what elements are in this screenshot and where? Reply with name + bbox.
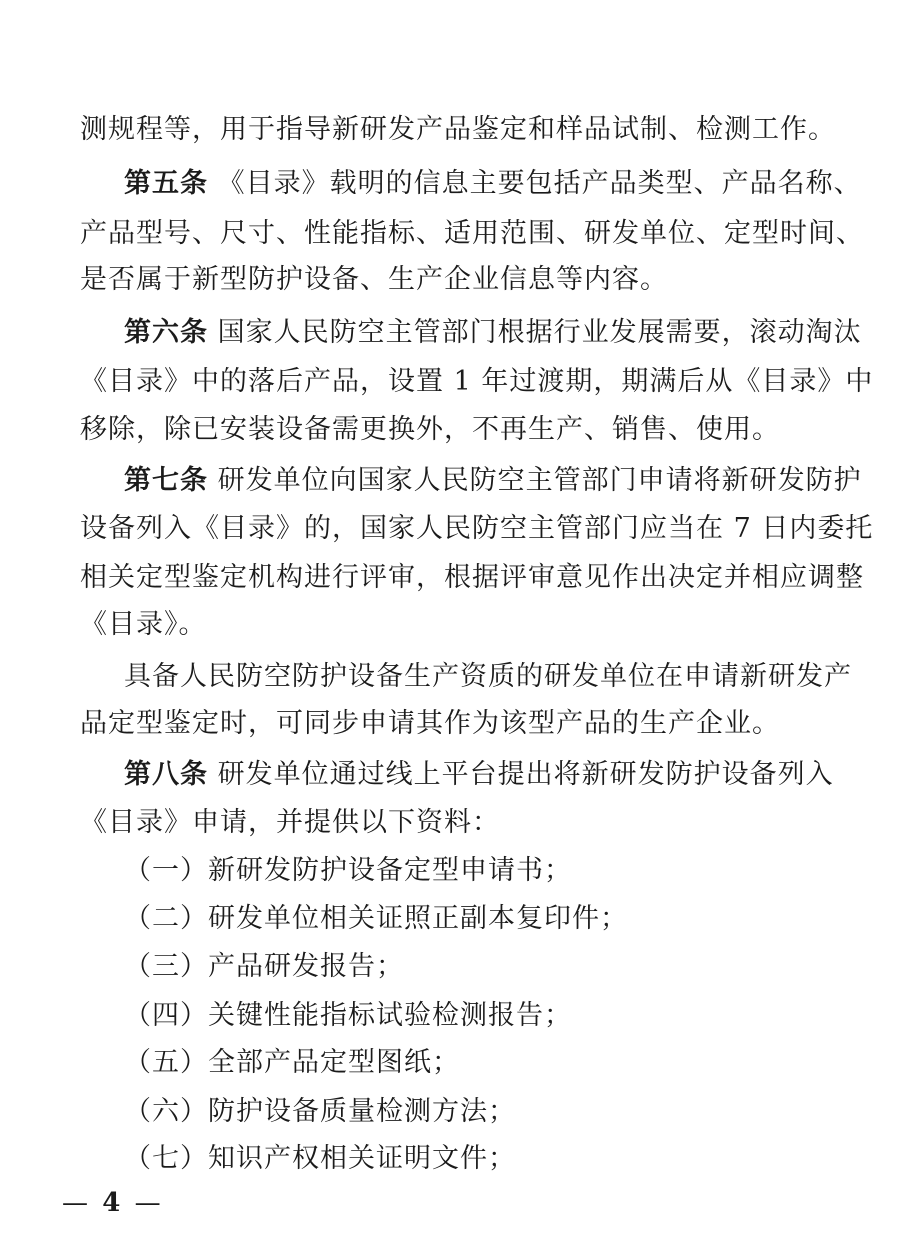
list-item: （六）防护设备质量检测方法； [124,1096,516,1127]
list-item: （二）研发单位相关证照正副本复印件； [124,903,628,934]
article-heading: 第七条 [124,465,208,496]
text-line: 品定型鉴定时，可同步申请其作为该型产品的生产企业。 [80,708,780,739]
text-line: 测规程等，用于指导新研发产品鉴定和样品试制、检测工作。 [80,114,836,145]
text-line: 研发单位通过线上平台提出将新研发防护设备列入 [217,759,834,790]
text-line: 《目录》。 [80,609,207,640]
article-8 [124,758,864,792]
footer-dash-left: — [62,1188,88,1218]
article-heading: 第八条 [124,759,208,790]
list-item: （一）新研发防护设备定型申请书； [124,855,572,886]
text-line: 是否属于新型防护设备、生产企业信息等内容。 [80,264,668,295]
text-line: 移除，除已安装设备需更换外，不再生产、销售、使用。 [80,414,780,445]
list-item: （四）关键性能指标试验检测报告； [124,1000,572,1031]
article-6 [124,316,864,350]
footer-dash-right: — [134,1188,161,1218]
text-line: 设备列入《目录》的，国家人民防空主管部门应当在 7 日内委托 [80,513,874,544]
text-line: 产品型号、尺寸、性能指标、适用范围、研发单位、定型时间、 [80,218,864,249]
article-heading: 第六条 [124,317,208,348]
text-line: 《目录》申请，并提供以下资料： [80,807,500,838]
page-number: 4 [102,1188,121,1218]
article-heading: 第五条 [124,168,208,199]
list-item: （三）产品研发报告； [124,951,404,982]
text-line: 研发单位向国家人民防空主管部门申请将新研发防护 [217,465,862,496]
text-line: 《目录》载明的信息主要包括产品类型、产品名称、 [217,168,862,199]
list-item: （五）全部产品定型图纸； [124,1047,460,1078]
text-line: 相关定型鉴定机构进行评审，根据评审意见作出决定并相应调整 [80,562,864,593]
text-line: 具备人民防空防护设备生产资质的研发单位在申请新研发产 [124,661,852,692]
page-number-footer [62,1186,161,1220]
list-item: （七）知识产权相关证明文件； [124,1143,516,1174]
article-7 [124,464,864,498]
article-5 [124,167,864,201]
text-line: 《目录》中的落后产品，设置 1 年过渡期，期满后从《目录》中 [80,366,874,397]
text-line: 国家人民防空主管部门根据行业发展需要，滚动淘汰 [217,317,862,348]
